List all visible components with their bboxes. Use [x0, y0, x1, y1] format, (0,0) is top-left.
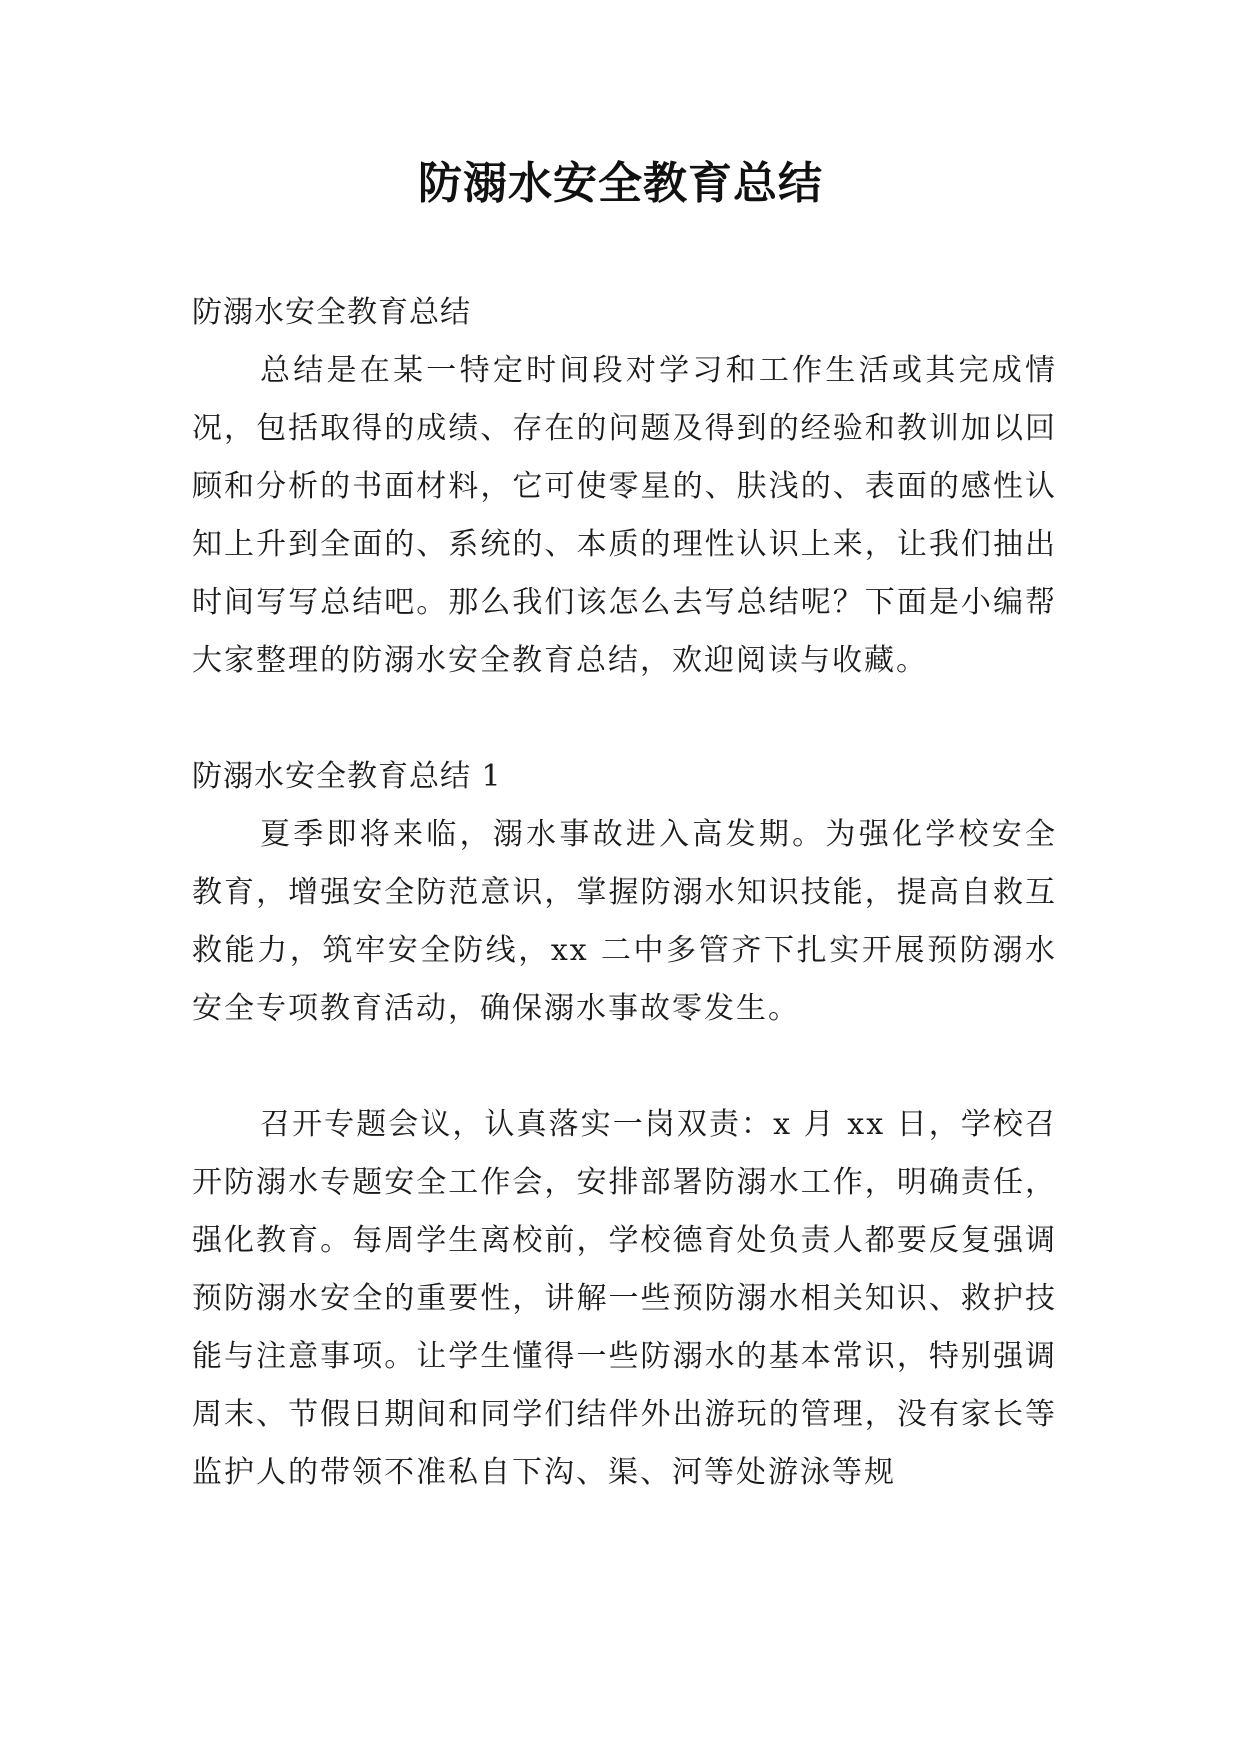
intro-paragraph: 总结是在某一特定时间段对学习和工作生活或其完成情况，包括取得的成绩、存在的问题及得到的经验和教训加以回顾和分析的书面材料，它可使零星的、肤浅的、表面的感性认知上升到全面的、系统的、本质的理性认识上来，让我们抽出时间写写总结吧。那么我们该怎么去写总结呢？下面是小编帮大家整理的防溺水安全教育总结，欢迎阅读与收藏。 — [192, 353, 1057, 678]
section-1-paragraph-2: 召开专题会议，认真落实一岗双责：x 月 xx 日，学校召开防溺水专题安全工作会，安排部署防溺水工作，明确责任，强化教育。每周学生离校前，学校德育处负责人都要反复强调预防溺水安全的重要性，讲解一些预防溺水相关知识、救护技能与注意事项。让学生懂得一些防溺水的基本常识，特别强调周末、节假日期间和同学们结伴外出游玩的管理，没有家长等监护人的带领不准私自下沟、渠、河等处游泳等规 — [192, 1107, 1057, 1490]
section-1-heading: 防溺水安全教育总结 1 — [192, 759, 502, 794]
intro-heading: 防溺水安全教育总结 — [192, 295, 471, 330]
document-body — [192, 284, 1057, 1502]
document-title: 防溺水安全教育总结 — [418, 158, 823, 209]
section-1-paragraph-1: 夏季即将来临，溺水事故进入高发期。为强化学校安全教育，增强安全防范意识，掌握防溺水知识技能，提高自救互救能力，筑牢安全防线，xx 二中多管齐下扎实开展预防溺水安全专项教育活动，确保溺水事故零发生。 — [192, 817, 1057, 1026]
paragraph-spacer — [192, 1038, 1057, 1096]
paragraph-spacer — [192, 690, 1057, 748]
